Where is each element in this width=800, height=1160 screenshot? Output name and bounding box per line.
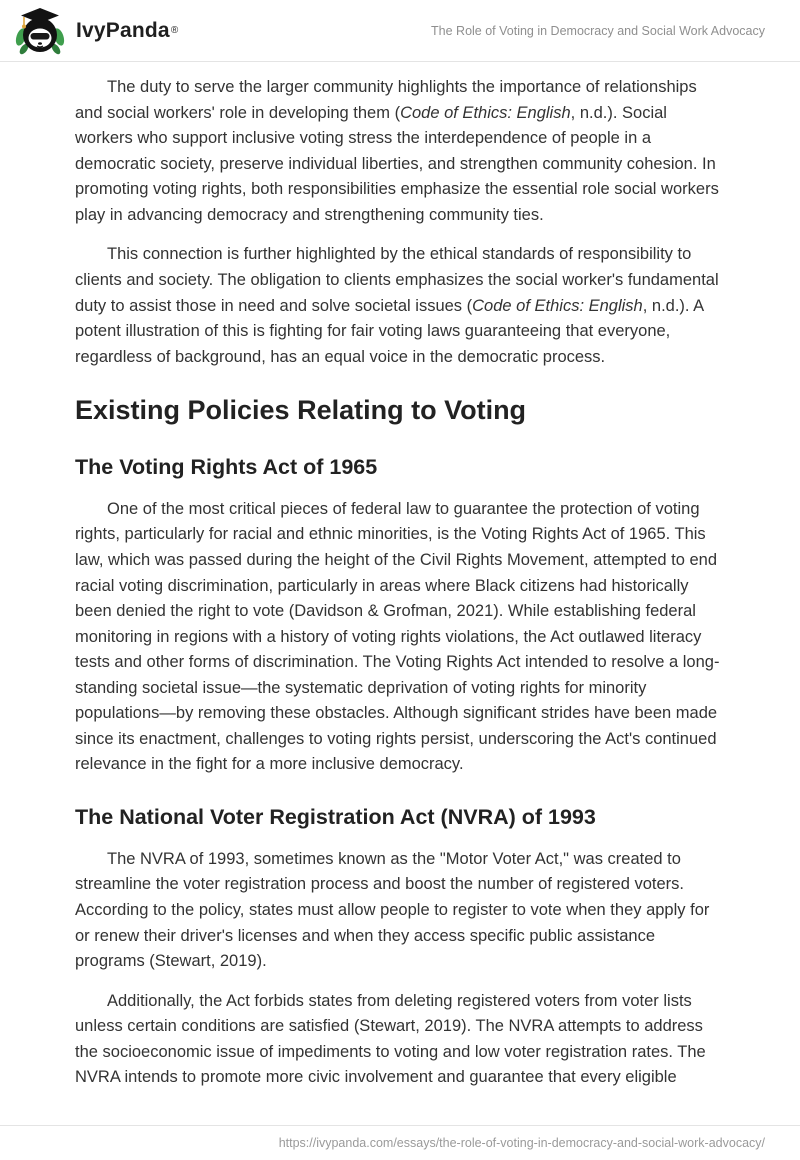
document-body [75,62,725,1105]
paragraph [75,242,725,370]
paragraph [75,75,725,228]
body-text: The duty to serve the larger community highlights the importance of relationships and social workers' role in developing them ( [75,78,697,122]
document-title: The Role of Voting in Democracy and Social Work Advocacy [431,23,765,38]
source-url: https://ivypanda.com/essays/the-role-of-voting-in-democracy-and-social-work-advocacy/ [278,1136,765,1150]
body-text: , n.d.). A potent illustration of this is fighting for fair voting laws guaranteeing that everyone, regardless of background, has an equal voice in the democratic process. [75,296,704,366]
subsection-heading: The Voting Rights Act of 1965 [75,454,378,479]
subsection-heading: The National Voter Registration Act (NVRA) of 1993 [75,805,596,829]
italic-citation-text: Code of Ethics: English [472,296,643,315]
body-text: , n.d.). Social workers who support inclusive voting stress the interdependence of people in a democratic society, preserve individual liberties, and strengthen community cohesion. In promoting voting rights, both responsibilities emphasize the essential role social workers play in advancing democracy and strengthening community ties. [75,103,719,224]
registered-mark: ® [170,25,179,36]
body-text: The NVRA of 1993, sometimes known as the "Motor Voter Act," was created to streamline the voter registration process and boost the number of registered voters. According to the policy, states must allow people to register to vote when they apply for or renew their driver's licenses and when they access specific public assistance programs (Stewart, 2019). [75,849,710,971]
page-header [0,0,800,62]
ivypanda-logo-icon [14,6,66,56]
body-text: Additionally, the Act forbids states from deleting registered voters from voter lists unless certain conditions are satisfied (Stewart, 2019). The NVRA attempts to address the socioeconomic issue of impediments to voting and low voter registration rates. The NVRA intends to promote more civic involvement and guarantee that every eligible [75,991,706,1087]
brand-name: IvyPanda [76,18,170,42]
page-footer [0,1125,800,1160]
paragraph [75,989,725,1091]
italic-citation-text: Code of Ethics: English [400,103,571,122]
brand [14,6,178,56]
body-text: This connection is further highlighted by the ethical standards of responsibility to clients and society. The obligation to clients emphasizes the social worker's fundamental duty to assist those in need and solve societal issues ( [75,245,719,315]
paragraph [75,497,725,778]
section-heading: Existing Policies Relating to Voting [75,395,527,426]
paragraph [75,847,725,975]
body-text: One of the most critical pieces of federal law to guarantee the protection of voting rights, particularly for racial and ethnic minorities, is the Voting Rights Act of 1965. This law, which was passed during the height of the Civil Rights Movement, attempted to end racial voting discrimination, particularly in areas where Black citizens had historically been denied the right to vote (Davidson & Grofman, 2021). While establishing federal monitoring in regions with a history of voting rights violations, the Act outlawed literacy tests and other forms of discrimination. The Voting Rights Act intended to resolve a long-standing societal issue—the systematic deprivation of voting rights for minority populations—by removing these obstacles. Although significant strides have been made since its enactment, challenges to voting rights persist, underscoring the Act's continued relevance in the fight for a more inclusive democracy. [75,499,720,774]
